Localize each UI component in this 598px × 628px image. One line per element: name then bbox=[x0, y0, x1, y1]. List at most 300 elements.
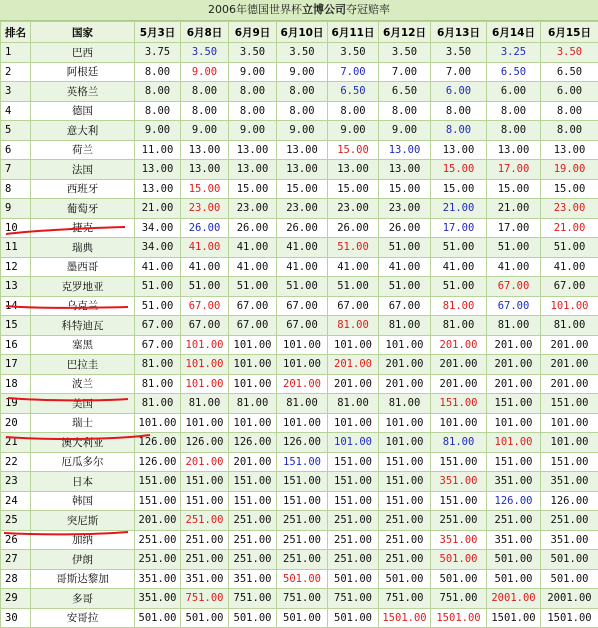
odds-cell: 23.00 bbox=[229, 199, 277, 219]
table-row bbox=[1, 491, 598, 511]
odds-cell: 101.00 bbox=[277, 413, 328, 433]
table-row bbox=[1, 238, 598, 258]
odds-cell: 3.50 bbox=[379, 43, 431, 63]
odds-cell: 3.75 bbox=[135, 43, 181, 63]
rank-cell: 15 bbox=[1, 316, 31, 336]
odds-cell: 351.00 bbox=[181, 569, 229, 589]
odds-cell: 41.00 bbox=[487, 257, 541, 277]
odds-cell: 9.00 bbox=[379, 121, 431, 141]
odds-cell: 13.00 bbox=[181, 160, 229, 180]
odds-cell: 26.00 bbox=[277, 218, 328, 238]
country-cell: 阿根廷 bbox=[31, 62, 135, 82]
odds-cell: 101.00 bbox=[277, 335, 328, 355]
odds-cell: 13.00 bbox=[431, 140, 487, 160]
odds-cell: 151.00 bbox=[277, 472, 328, 492]
odds-cell: 101.00 bbox=[229, 374, 277, 394]
odds-cell: 201.00 bbox=[541, 355, 598, 375]
odds-cell: 151.00 bbox=[181, 472, 229, 492]
odds-cell: 201.00 bbox=[431, 374, 487, 394]
odds-cell: 6.50 bbox=[487, 62, 541, 82]
odds-cell: 23.00 bbox=[328, 199, 379, 219]
odds-cell: 351.00 bbox=[229, 569, 277, 589]
rank-cell: 12 bbox=[1, 257, 31, 277]
odds-cell: 51.00 bbox=[431, 238, 487, 258]
odds-cell: 6.00 bbox=[431, 82, 487, 102]
odds-cell: 51.00 bbox=[181, 277, 229, 297]
odds-cell: 81.00 bbox=[328, 394, 379, 414]
odds-cell: 8.00 bbox=[277, 82, 328, 102]
odds-cell: 251.00 bbox=[328, 550, 379, 570]
odds-cell: 9.00 bbox=[181, 62, 229, 82]
rank-cell: 13 bbox=[1, 277, 31, 297]
odds-cell: 51.00 bbox=[379, 238, 431, 258]
col-header-date: 6月13日 bbox=[431, 22, 487, 43]
odds-cell: 351.00 bbox=[135, 569, 181, 589]
odds-cell: 201.00 bbox=[328, 374, 379, 394]
odds-cell: 23.00 bbox=[277, 199, 328, 219]
odds-cell: 251.00 bbox=[181, 550, 229, 570]
country-cell: 乌克兰 bbox=[31, 296, 135, 316]
table-row bbox=[1, 589, 598, 609]
odds-cell: 3.50 bbox=[277, 43, 328, 63]
odds-cell: 15.00 bbox=[487, 179, 541, 199]
odds-cell: 501.00 bbox=[431, 569, 487, 589]
odds-cell: 101.00 bbox=[181, 374, 229, 394]
odds-cell: 8.00 bbox=[431, 121, 487, 141]
odds-cell: 1501.00 bbox=[431, 608, 487, 628]
rank-cell: 30 bbox=[1, 608, 31, 628]
odds-cell: 41.00 bbox=[229, 238, 277, 258]
country-cell: 克罗地亚 bbox=[31, 277, 135, 297]
odds-cell: 3.50 bbox=[229, 43, 277, 63]
odds-cell: 251.00 bbox=[277, 511, 328, 531]
odds-cell: 9.00 bbox=[181, 121, 229, 141]
odds-cell: 26.00 bbox=[379, 218, 431, 238]
odds-cell: 501.00 bbox=[181, 608, 229, 628]
odds-cell: 201.00 bbox=[181, 452, 229, 472]
odds-cell: 19.00 bbox=[541, 160, 598, 180]
odds-cell: 351.00 bbox=[541, 472, 598, 492]
odds-cell: 41.00 bbox=[328, 257, 379, 277]
odds-cell: 201.00 bbox=[431, 355, 487, 375]
rank-cell: 1 bbox=[1, 43, 31, 63]
table-row bbox=[1, 452, 598, 472]
table-row bbox=[1, 218, 598, 238]
odds-cell: 501.00 bbox=[229, 608, 277, 628]
odds-cell: 41.00 bbox=[135, 257, 181, 277]
odds-cell: 51.00 bbox=[135, 296, 181, 316]
country-cell: 德国 bbox=[31, 101, 135, 121]
odds-cell: 13.00 bbox=[487, 140, 541, 160]
odds-cell: 67.00 bbox=[229, 316, 277, 336]
table-row bbox=[1, 413, 598, 433]
odds-cell: 501.00 bbox=[277, 569, 328, 589]
odds-cell: 81.00 bbox=[431, 296, 487, 316]
odds-cell: 151.00 bbox=[541, 452, 598, 472]
odds-cell: 151.00 bbox=[379, 472, 431, 492]
odds-cell: 101.00 bbox=[328, 335, 379, 355]
odds-cell: 3.50 bbox=[431, 43, 487, 63]
odds-cell: 41.00 bbox=[229, 257, 277, 277]
odds-cell: 8.00 bbox=[431, 101, 487, 121]
odds-cell: 15.00 bbox=[277, 179, 328, 199]
col-header-date: 6月15日 bbox=[541, 22, 598, 43]
odds-cell: 126.00 bbox=[541, 491, 598, 511]
odds-cell: 3.50 bbox=[181, 43, 229, 63]
title-prefix: 2006年德国世界杯 bbox=[208, 3, 302, 16]
odds-cell: 8.00 bbox=[181, 82, 229, 102]
odds-cell: 17.00 bbox=[487, 218, 541, 238]
odds-cell: 26.00 bbox=[328, 218, 379, 238]
country-cell: 捷克 bbox=[31, 218, 135, 238]
table-row bbox=[1, 257, 598, 277]
odds-cell: 1501.00 bbox=[541, 608, 598, 628]
table-row bbox=[1, 511, 598, 531]
odds-cell: 15.00 bbox=[181, 179, 229, 199]
country-cell: 巴拉圭 bbox=[31, 355, 135, 375]
odds-cell: 101.00 bbox=[328, 413, 379, 433]
odds-cell: 67.00 bbox=[541, 277, 598, 297]
odds-cell: 151.00 bbox=[487, 452, 541, 472]
odds-cell: 81.00 bbox=[135, 355, 181, 375]
odds-cell: 51.00 bbox=[379, 277, 431, 297]
col-header-date: 5月3日 bbox=[135, 22, 181, 43]
odds-cell: 201.00 bbox=[135, 511, 181, 531]
odds-cell: 67.00 bbox=[487, 277, 541, 297]
odds-cell: 13.00 bbox=[229, 160, 277, 180]
odds-cell: 15.00 bbox=[431, 160, 487, 180]
odds-cell: 101.00 bbox=[135, 413, 181, 433]
odds-cell: 81.00 bbox=[541, 316, 598, 336]
odds-cell: 8.00 bbox=[487, 121, 541, 141]
odds-cell: 251.00 bbox=[487, 511, 541, 531]
odds-cell: 9.00 bbox=[277, 121, 328, 141]
odds-cell: 8.00 bbox=[541, 101, 598, 121]
rank-cell: 26 bbox=[1, 530, 31, 550]
rank-cell: 20 bbox=[1, 413, 31, 433]
odds-cell: 21.00 bbox=[541, 218, 598, 238]
odds-cell: 151.00 bbox=[328, 491, 379, 511]
odds-cell: 9.00 bbox=[277, 62, 328, 82]
odds-cell: 151.00 bbox=[541, 394, 598, 414]
odds-cell: 81.00 bbox=[229, 394, 277, 414]
rank-cell: 25 bbox=[1, 511, 31, 531]
country-cell: 加纳 bbox=[31, 530, 135, 550]
odds-cell: 251.00 bbox=[135, 530, 181, 550]
odds-cell: 8.00 bbox=[379, 101, 431, 121]
odds-cell: 67.00 bbox=[277, 296, 328, 316]
odds-cell: 34.00 bbox=[135, 218, 181, 238]
odds-cell: 8.00 bbox=[181, 101, 229, 121]
odds-cell: 351.00 bbox=[487, 472, 541, 492]
table-row bbox=[1, 472, 598, 492]
rank-cell: 23 bbox=[1, 472, 31, 492]
odds-table bbox=[0, 21, 598, 628]
odds-cell: 201.00 bbox=[487, 374, 541, 394]
odds-cell: 126.00 bbox=[277, 433, 328, 453]
country-cell: 波兰 bbox=[31, 374, 135, 394]
rank-cell: 11 bbox=[1, 238, 31, 258]
odds-cell: 201.00 bbox=[379, 374, 431, 394]
table-row bbox=[1, 179, 598, 199]
odds-cell: 501.00 bbox=[135, 608, 181, 628]
odds-cell: 8.00 bbox=[229, 101, 277, 121]
table-row bbox=[1, 101, 598, 121]
country-cell: 意大利 bbox=[31, 121, 135, 141]
odds-cell: 15.00 bbox=[541, 179, 598, 199]
odds-cell: 67.00 bbox=[181, 296, 229, 316]
table-row bbox=[1, 316, 598, 336]
odds-cell: 101.00 bbox=[229, 335, 277, 355]
table-row bbox=[1, 62, 598, 82]
rank-cell: 10 bbox=[1, 218, 31, 238]
odds-cell: 501.00 bbox=[487, 569, 541, 589]
table-row bbox=[1, 530, 598, 550]
rank-cell: 7 bbox=[1, 160, 31, 180]
table-row bbox=[1, 374, 598, 394]
odds-cell: 251.00 bbox=[135, 550, 181, 570]
odds-cell: 41.00 bbox=[431, 257, 487, 277]
odds-cell: 101.00 bbox=[379, 413, 431, 433]
odds-cell: 251.00 bbox=[328, 530, 379, 550]
odds-cell: 8.00 bbox=[487, 101, 541, 121]
odds-cell: 21.00 bbox=[135, 199, 181, 219]
odds-cell: 17.00 bbox=[431, 218, 487, 238]
odds-cell: 51.00 bbox=[277, 277, 328, 297]
odds-cell: 501.00 bbox=[379, 569, 431, 589]
odds-cell: 126.00 bbox=[181, 433, 229, 453]
odds-cell: 101.00 bbox=[328, 433, 379, 453]
odds-cell: 101.00 bbox=[541, 433, 598, 453]
table-row bbox=[1, 121, 598, 141]
odds-cell: 81.00 bbox=[379, 394, 431, 414]
odds-cell: 2001.00 bbox=[541, 589, 598, 609]
odds-cell: 51.00 bbox=[229, 277, 277, 297]
odds-cell: 351.00 bbox=[541, 530, 598, 550]
odds-cell: 101.00 bbox=[181, 413, 229, 433]
odds-cell: 2001.00 bbox=[487, 589, 541, 609]
country-cell: 瑞士 bbox=[31, 413, 135, 433]
odds-cell: 81.00 bbox=[135, 394, 181, 414]
odds-cell: 41.00 bbox=[541, 257, 598, 277]
odds-cell: 501.00 bbox=[277, 608, 328, 628]
odds-cell: 13.00 bbox=[379, 160, 431, 180]
odds-cell: 151.00 bbox=[487, 394, 541, 414]
odds-cell: 23.00 bbox=[541, 199, 598, 219]
odds-cell: 13.00 bbox=[379, 140, 431, 160]
table-row bbox=[1, 277, 598, 297]
odds-cell: 23.00 bbox=[379, 199, 431, 219]
odds-cell: 751.00 bbox=[431, 589, 487, 609]
odds-cell: 1501.00 bbox=[487, 608, 541, 628]
odds-cell: 15.00 bbox=[328, 140, 379, 160]
odds-cell: 151.00 bbox=[328, 452, 379, 472]
odds-cell: 8.00 bbox=[135, 101, 181, 121]
table-row bbox=[1, 608, 598, 628]
odds-cell: 151.00 bbox=[328, 472, 379, 492]
odds-cell: 3.50 bbox=[541, 43, 598, 63]
odds-cell: 13.00 bbox=[328, 160, 379, 180]
odds-cell: 3.50 bbox=[328, 43, 379, 63]
odds-cell: 101.00 bbox=[379, 335, 431, 355]
odds-cell: 26.00 bbox=[229, 218, 277, 238]
odds-cell: 41.00 bbox=[277, 238, 328, 258]
odds-cell: 501.00 bbox=[431, 550, 487, 570]
odds-cell: 101.00 bbox=[487, 433, 541, 453]
odds-cell: 501.00 bbox=[541, 550, 598, 570]
header-row bbox=[1, 22, 598, 43]
country-cell: 瑞典 bbox=[31, 238, 135, 258]
odds-cell: 9.00 bbox=[229, 62, 277, 82]
rank-cell: 8 bbox=[1, 179, 31, 199]
odds-cell: 501.00 bbox=[328, 569, 379, 589]
odds-cell: 251.00 bbox=[379, 550, 431, 570]
rank-cell: 6 bbox=[1, 140, 31, 160]
odds-cell: 751.00 bbox=[379, 589, 431, 609]
table-body bbox=[1, 43, 598, 628]
odds-cell: 15.00 bbox=[229, 179, 277, 199]
odds-cell: 6.00 bbox=[541, 82, 598, 102]
odds-cell: 501.00 bbox=[487, 550, 541, 570]
odds-cell: 67.00 bbox=[135, 335, 181, 355]
odds-cell: 201.00 bbox=[541, 335, 598, 355]
title-suffix: 夺冠赔率 bbox=[346, 3, 390, 16]
col-header-date: 6月10日 bbox=[277, 22, 328, 43]
odds-cell: 8.00 bbox=[277, 101, 328, 121]
rank-cell: 14 bbox=[1, 296, 31, 316]
odds-cell: 151.00 bbox=[277, 491, 328, 511]
odds-cell: 67.00 bbox=[487, 296, 541, 316]
odds-cell: 251.00 bbox=[229, 511, 277, 531]
odds-cell: 151.00 bbox=[431, 394, 487, 414]
odds-cell: 13.00 bbox=[135, 160, 181, 180]
country-cell: 多哥 bbox=[31, 589, 135, 609]
odds-cell: 126.00 bbox=[229, 433, 277, 453]
odds-cell: 9.00 bbox=[328, 121, 379, 141]
odds-cell: 81.00 bbox=[328, 316, 379, 336]
odds-cell: 101.00 bbox=[541, 413, 598, 433]
table-row bbox=[1, 355, 598, 375]
odds-cell: 7.00 bbox=[328, 62, 379, 82]
odds-cell: 351.00 bbox=[431, 530, 487, 550]
rank-cell: 5 bbox=[1, 121, 31, 141]
table-row bbox=[1, 43, 598, 63]
rank-cell: 4 bbox=[1, 101, 31, 121]
odds-cell: 81.00 bbox=[379, 316, 431, 336]
odds-cell: 251.00 bbox=[541, 511, 598, 531]
country-cell: 墨西哥 bbox=[31, 257, 135, 277]
odds-cell: 81.00 bbox=[431, 433, 487, 453]
odds-cell: 101.00 bbox=[229, 355, 277, 375]
odds-cell: 13.00 bbox=[181, 140, 229, 160]
odds-cell: 8.00 bbox=[135, 62, 181, 82]
odds-cell: 251.00 bbox=[379, 511, 431, 531]
odds-cell: 8.00 bbox=[135, 82, 181, 102]
odds-cell: 8.00 bbox=[229, 82, 277, 102]
odds-cell: 201.00 bbox=[541, 374, 598, 394]
odds-cell: 51.00 bbox=[487, 238, 541, 258]
rank-cell: 2 bbox=[1, 62, 31, 82]
col-header-country: 国家 bbox=[31, 22, 135, 43]
odds-cell: 201.00 bbox=[431, 335, 487, 355]
col-header-date: 6月12日 bbox=[379, 22, 431, 43]
odds-cell: 501.00 bbox=[541, 569, 598, 589]
odds-cell: 151.00 bbox=[229, 491, 277, 511]
table-title bbox=[0, 0, 598, 21]
odds-cell: 751.00 bbox=[181, 589, 229, 609]
odds-cell: 201.00 bbox=[229, 452, 277, 472]
rank-cell: 24 bbox=[1, 491, 31, 511]
odds-cell: 7.00 bbox=[379, 62, 431, 82]
odds-cell: 3.25 bbox=[487, 43, 541, 63]
odds-cell: 751.00 bbox=[328, 589, 379, 609]
rank-cell: 9 bbox=[1, 199, 31, 219]
odds-cell: 51.00 bbox=[328, 238, 379, 258]
odds-cell: 201.00 bbox=[487, 335, 541, 355]
odds-cell: 23.00 bbox=[181, 199, 229, 219]
odds-cell: 51.00 bbox=[135, 277, 181, 297]
odds-cell: 351.00 bbox=[487, 530, 541, 550]
odds-cell: 151.00 bbox=[277, 452, 328, 472]
odds-cell: 81.00 bbox=[135, 374, 181, 394]
odds-cell: 201.00 bbox=[328, 355, 379, 375]
odds-cell: 67.00 bbox=[379, 296, 431, 316]
odds-cell: 41.00 bbox=[181, 257, 229, 277]
odds-cell: 101.00 bbox=[541, 296, 598, 316]
table-row bbox=[1, 394, 598, 414]
odds-cell: 126.00 bbox=[487, 491, 541, 511]
col-header-date: 6月8日 bbox=[181, 22, 229, 43]
country-cell: 西班牙 bbox=[31, 179, 135, 199]
odds-cell: 101.00 bbox=[181, 355, 229, 375]
odds-cell: 151.00 bbox=[181, 491, 229, 511]
odds-cell: 126.00 bbox=[135, 452, 181, 472]
country-cell: 伊朗 bbox=[31, 550, 135, 570]
odds-cell: 251.00 bbox=[229, 550, 277, 570]
country-cell: 韩国 bbox=[31, 491, 135, 511]
table-row bbox=[1, 140, 598, 160]
odds-cell: 81.00 bbox=[431, 316, 487, 336]
odds-cell: 251.00 bbox=[229, 530, 277, 550]
table-row bbox=[1, 433, 598, 453]
odds-cell: 81.00 bbox=[181, 394, 229, 414]
country-cell: 英格兰 bbox=[31, 82, 135, 102]
odds-cell: 251.00 bbox=[277, 530, 328, 550]
odds-cell: 67.00 bbox=[277, 316, 328, 336]
rank-cell: 16 bbox=[1, 335, 31, 355]
odds-cell: 34.00 bbox=[135, 238, 181, 258]
odds-cell: 6.50 bbox=[328, 82, 379, 102]
table-row bbox=[1, 550, 598, 570]
odds-cell: 13.00 bbox=[277, 140, 328, 160]
odds-cell: 8.00 bbox=[328, 101, 379, 121]
odds-cell: 151.00 bbox=[431, 452, 487, 472]
country-cell: 巴西 bbox=[31, 43, 135, 63]
odds-cell: 101.00 bbox=[431, 413, 487, 433]
country-cell: 美国 bbox=[31, 394, 135, 414]
odds-cell: 13.00 bbox=[541, 140, 598, 160]
odds-cell: 51.00 bbox=[541, 238, 598, 258]
odds-cell: 13.00 bbox=[277, 160, 328, 180]
table-row bbox=[1, 160, 598, 180]
odds-cell: 101.00 bbox=[181, 335, 229, 355]
rank-cell: 3 bbox=[1, 82, 31, 102]
odds-cell: 101.00 bbox=[379, 433, 431, 453]
odds-cell: 15.00 bbox=[431, 179, 487, 199]
country-cell: 安哥拉 bbox=[31, 608, 135, 628]
odds-cell: 501.00 bbox=[328, 608, 379, 628]
odds-cell: 101.00 bbox=[277, 355, 328, 375]
